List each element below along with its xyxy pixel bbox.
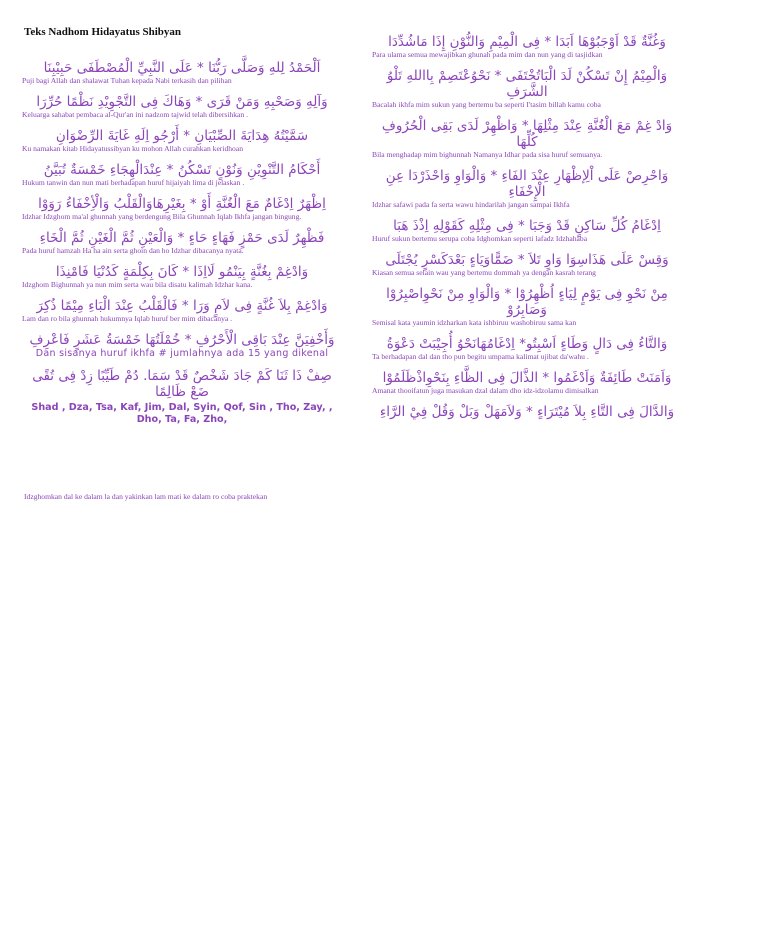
arabic-line: وَقِسْ عَلَى هَذَاسِوَا وَاوٍ تَلاَ * ضَمًّاوَيَاءٍ بَعْدَكَسْرٍ يُجْتَلَى (385, 252, 669, 268)
verse-item (22, 94, 342, 119)
verse-item (372, 168, 682, 209)
arabic-line: وَاَمَنَتْ طَائِفَةٌ وَاَدْغَمُوا * الذَّالَ فِى الظَّاءِ بِنَحْوِاذْظَلَمُوْا (382, 370, 672, 386)
arabic-line: وَغُنَّةٌ قَدْ اَوْجَبُوْهَا اَبَدَا * فِى الْمِيْمِ وَالنُّوْنِ إِذَا مَاشُدِّدَا (388, 34, 666, 50)
page-title: Teks Nadhom Hidayatus Shibyan (24, 26, 182, 38)
arabic-line: وَالْمِيْمُ إِنْ تَسْكُنْ لَدَ الْبَاتُخْتَفَى * نَحْوُعْتَصِمْ بِااللهِ تَلْوُ الشَّرَفِ (386, 68, 668, 100)
footnote: Idzghomkan dal ke dalam la dan yakinkan lam mati ke dalam ro coba praktekan (24, 492, 268, 501)
translation-line: Idzhar Idzghom ma'al ghunnah yang berdengung Bila Ghunnah Iqlab Ikhfa jangan bingung. (22, 212, 302, 221)
verse-item (22, 60, 342, 85)
arabic-line: اَلْحَمْدُ لِلهِ وَصَلَّى رَبُّنَا * عَلَى النَّبِيِّ الْمُصْطَفَى حَبِيْبِنَا (43, 60, 321, 76)
translation-line: Ta berhadapan dal dan tho pun begitu umpama kalimat ujibat da'wahu . (372, 352, 589, 361)
letter-list: Shad , Dza, Tsa, Kaf, Jim, Dal, Syin, Qof, Sin , Tho, Zay, , Dho, Ta, Fa, Zho, (31, 402, 333, 425)
verse-item (372, 370, 682, 395)
arabic-line: وَادْغِمْ بِغُنَّةٍ بِيَنْمُو لَااِذَا * كَانَ بِكِلْمَةٍ كَدُنْيَا فَامْنِذَا (55, 264, 309, 280)
verse-item (22, 230, 342, 255)
translation-line: Semisal kata yaumin idzharkan kata ishbiruu washobiruu sama kan (372, 318, 577, 327)
arabic-line: وَالتَّاءُ فِى دَالٍ وَطَاءٍ اَسْبِتُو* اِدْغَامُهَانَحْوُ أُجِيْبَتْ دَعْوَةُ (386, 336, 668, 352)
translation-line: Para ulama semua mewajibkan ghunah pada mim dan nun yang di tasjidkan (372, 50, 603, 59)
translation-line: Dan sisanya huruf ikhfa # jumlahnya ada 15 yang dikenal (35, 348, 329, 359)
verse-item (22, 332, 342, 359)
arabic-line: وَاحْرِصْ عَلَى اْلِإظْهَارِ عِنْدَ الفَاءِ * وَالْوَاوِ وَاحْذَرْدَا عِنِ الْإِخْفَاءِ (385, 168, 669, 200)
translation-line: Kiasan semua selain wau yang bertemu dommah ya dengan kasrah terang (372, 268, 596, 277)
left-column (22, 60, 342, 435)
arabic-line: وَآلِهِ وَصَحْبِهِ وَمَنْ قَرَى * وَهَاكَ فِى التَّجْوِيْدِ نَظْمًا حُرِّرَا (36, 94, 328, 110)
translation-line: Idzghom Bighunnah ya nun mim serta wau bila disatu kalimah Idzhar kana. (22, 280, 253, 289)
verse-item (372, 404, 682, 420)
arabic-line: وَادْ غِمْ مَعَ الْغُنَّةِ عِنْدَ مِثْلِهَا * وَاظْهِرْ لَدَى بَقِى الْحُرُوفِ كُلِّهَا (381, 118, 673, 150)
arabic-line: وَادْغِمْ بِلاَ غُنَّةٍ فِى لاَمٍ وَرَا * فَالْقَلْبُ عِنْدَ الْبَاءِ مِيْمًا ذُكِرَ (36, 298, 328, 314)
translation-line: Keluarga sahabat pembaca al-Qur'an ini nadzom tajwid telah dibersihkan . (22, 110, 249, 119)
verse-item (372, 336, 682, 361)
verse-item (22, 298, 342, 323)
arabic-line: أَحْكَامُ التَّنْوِيْنِ وَنُوْنٍ تَسْكُنُ * عِنْدَالْهِجَاءِ خَمْسَةٌ تُبَيَّنُ (43, 162, 321, 178)
translation-line: Amanat thooifatun juga masukan dzal dalam dho idz-idzolamu dimisalkan (372, 386, 599, 395)
arabic-line: سَمَّيْتُهُ هِدَايَةَ الصِّبْيَانِ * أَرْجُو اِلَهِ غَايَةَ الرِّضْوَانِ (55, 128, 309, 144)
translation-line: Lam dan ro bila ghunnah hukumnya Iqlab huruf ber mim dibacanya . (22, 314, 233, 323)
translation-line: Ku namakan kitab Hidayatussibyan ku mohon Allah curahkan keridhoan (22, 144, 244, 153)
translation-line: Huruf sukun bertemu serupa coba Idghomkan seperti lafadz Idzhahaba (372, 234, 588, 243)
arabic-line: مِنْ نَحْوِ فِى يَوْمٍ لِيَاءٍ اُظْهِرُوْا * وَالْوَاوِ مِنْ نَحْوِاصْبِرُوْا وَصَابِرُوْ (386, 286, 668, 318)
verse-item (372, 34, 682, 59)
arabic-line: فَظْهِرٌ لَدَى حَمْزٍ فَهَاءٍ حَاءٍ * وَالْعَيْنِ ثُمَّ الْغَيْنِ ثُمَّ الْخَاءِ (39, 230, 325, 246)
arabic-line: اِدْغَامُ كُلِّ سَاكِنٍ قَدْ وَجَبَا * فِى مِثْلِهِ كَقَوْلِهِ اِذْذَ هَبَا (393, 218, 661, 234)
arabic-line: صِفْ ذَا ثَنَا كَمْ جَادَ شَخْصٌ قَدْ سَمَا. دُمْ طَيِّبًا زِدْ فِى تُقًى ضَعْ ظَالِمًا (32, 368, 332, 400)
translation-line: Puji bagi Allah dan shalawat Tuhan kepada Nabi terkasih dan pilihan (22, 76, 232, 85)
verse-item (22, 162, 342, 187)
translation-line: Hukum tanwin dan nun mati berhadapan huruf hijaiyah lima di jelaskan . (22, 178, 245, 187)
translation-line: Bila menghadap mim bighunnah Namanya Idhar pada sisa huruf semuanya. (372, 150, 603, 159)
verse-item (372, 218, 682, 243)
verse-item (22, 196, 342, 221)
translation-line: Bacalah ikhfa mim sukun yang bertemu ba seperti I'tasim billah kamu coba (372, 100, 601, 109)
verse-item (372, 118, 682, 159)
verse-item (372, 68, 682, 109)
arabic-line: وَالدَّالَ فِى التَّاءِ بِلاَ مُيْتَرَاءٍ * وَلاَمَهَلْ وَبَلْ وَقُلْ فِيْ الرَّاءِ (379, 404, 675, 420)
translation-line: Pada huruf hamzah Ha ha ain serta ghoin dan ho Idzhar dibacanya nyata. (22, 246, 244, 255)
verse-item (372, 252, 682, 277)
verse-item (372, 286, 682, 327)
arabic-line: اِظْهَرٌ اِدْغَامٌ مَعَ الْغُنَّةِ أَوْ * بِغَيْرِهَاوَالْقَلْبُ وَالْأِخْفَاءُ رَوَوْا (38, 196, 326, 212)
arabic-line: وَأَخْفِيَنَّ عِنْدَ بَاقِى الْأَحْرُفِ * خُمْلَتُهَا خَمْسَةُ عَشَرٍ فَاعْرِفِ (29, 332, 335, 348)
verse-item (22, 368, 342, 426)
verse-item (22, 264, 342, 289)
verse-item (22, 128, 342, 153)
translation-line: Idzhar safawi pada fa serta wawu hindarilah jangan sampai Ikhfa (372, 200, 570, 209)
right-column (372, 34, 682, 429)
